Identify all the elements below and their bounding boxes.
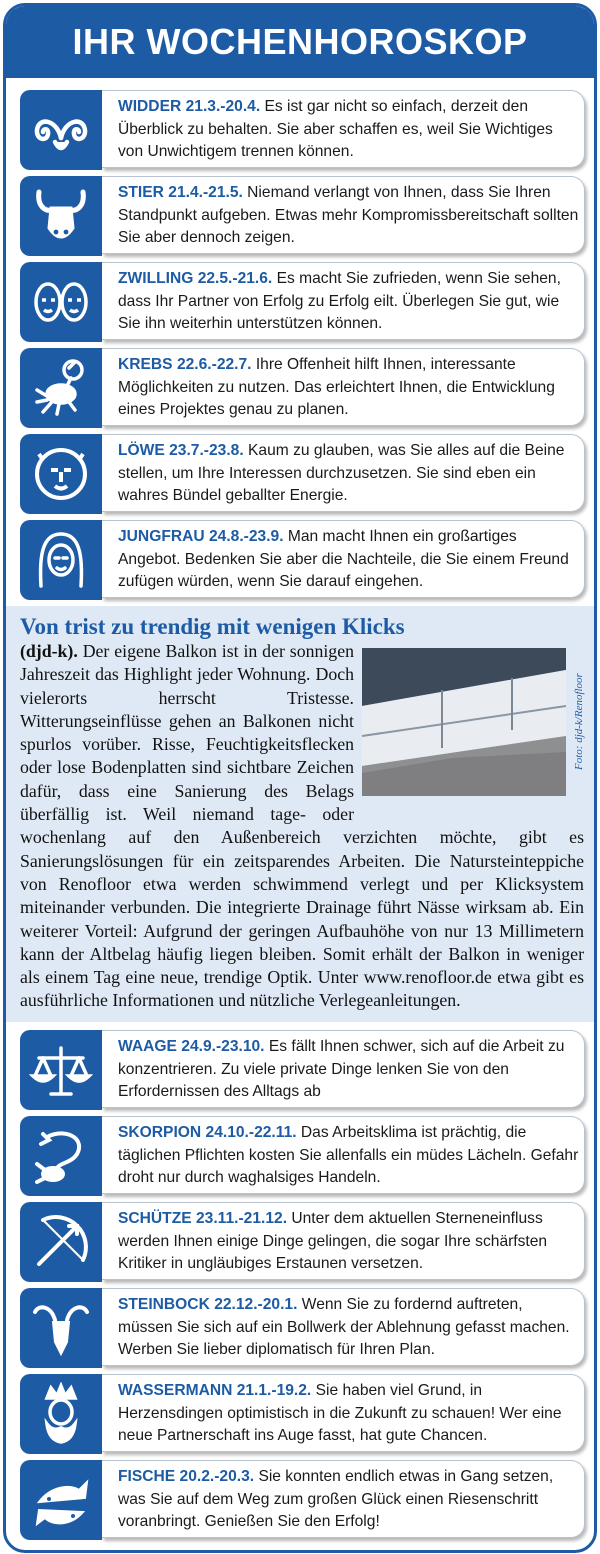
fish-icon xyxy=(20,1460,102,1540)
sign-forecast: Es ist gar nicht so einfach, derzeit den Überblick zu behalten. Sie aber schaffen es, weil Sie Wichtiges von Unwichtigem trennen können. xyxy=(118,98,553,160)
sign-name: JUNGFRAU xyxy=(118,528,205,545)
sign-row-jungfrau xyxy=(20,520,586,600)
sign-row-wassermann xyxy=(20,1374,586,1454)
sign-forecast: Das Arbeitsklima ist prächtig, die täglichen Pflichten kosten Sie allenfalls ein müdes Lächeln. Gefahr droht nur durch waghalsiges Handeln. xyxy=(118,1124,579,1186)
ibex-icon xyxy=(20,1288,102,1368)
article-text: Der eigene Balkon ist in der sonnigen Jahreszeit das Highlight jeder Wohnung. Doch vielerorts herrscht Tristesse. Witterungseinflüsse gehen an Balkonen nicht spurlos vorüber. Risse, Feuchtigkeitsflecken oder lose Bodenplatten sind sichtbare Zeichen dafür, dass eine Sanierung des Belags überfällig ist. Weil niemand tage- oder wochenlang auf den Außenbereich verzichten möchte, gibt es Sanierungslösungen für ein zeitsparendes Arbeiten. Die Natursteinteppiche von Renofloor etwa werden schwimmend verlegt und per Klicksystem miteinander verbunden. Die integrierte Drainage führt Nässe wirksam ab. Ein weiterer Vorteil: Aufgrund der geringen Aufbauhöhe von nur 13 Millimetern kann der Altbelag häufig liegen bleiben. Somit erhält der Balkon in weniger als einem Tag eine neue, trendige Optik. Unter www.renofloor.de etwa gibt es ausführliche Informationen und nützliche Verlegeanleitungen. xyxy=(20,641,584,1011)
sign-name: ZWILLING xyxy=(118,270,194,287)
sign-text xyxy=(118,96,580,164)
page-title: IHR WOCHENHOROSKOP xyxy=(72,21,528,62)
sign-name: KREBS xyxy=(118,356,173,373)
sign-forecast: Sie haben viel Grund, in Herzensdingen optimistisch in die Zukunft zu schauen! Wer eine neue Partnerschaft ins Auge fasst, hat gute Chancen. xyxy=(118,1382,562,1444)
sign-row-fische xyxy=(20,1460,586,1540)
sign-name: WASSERMANN xyxy=(118,1382,233,1399)
sign-forecast: Wenn Sie zu fordernd auftreten, müssen Sie sich auf ein Bollwerk der Ablehnung gefasst machen. Werben Sie lieber diplomatisch für Ihren Plan. xyxy=(118,1296,570,1358)
sign-row-waage xyxy=(20,1030,586,1110)
sign-dates: 21.4.-21.5. xyxy=(168,184,243,201)
balcony-article xyxy=(6,606,594,1022)
sign-name: WAAGE xyxy=(118,1038,177,1055)
sign-name: LÖWE xyxy=(118,442,165,459)
sign-text xyxy=(118,1122,580,1190)
sign-forecast: Niemand verlangt von Ihnen, dass Sie Ihren Standpunkt aufgeben. Etwas mehr Kompromissbereitschaft sollten Sie aber dennoch zeigen. xyxy=(118,184,579,246)
article-lead: (djd-k). xyxy=(20,641,78,661)
article-title: Von trist zu trendig mit wenigen Klicks xyxy=(20,614,405,639)
sign-name: SKORPION xyxy=(118,1124,202,1141)
sign-forecast: Kaum zu glauben, was Sie alles auf die Beine stellen, um Ihre Interessen durchzusetzen. Sie sind eben ein wahres Bündel geballter Energie. xyxy=(118,442,565,504)
sign-dates: 23.7.-23.8. xyxy=(169,442,244,459)
scales-icon xyxy=(20,1030,102,1110)
sign-row-widder xyxy=(20,90,586,170)
sign-text xyxy=(118,1036,580,1104)
photo-credit: Foto: djd-k/Renofloor xyxy=(573,673,585,771)
sign-dates: 24.8.-23.9. xyxy=(208,528,284,545)
sign-dates: 21.3.-20.4. xyxy=(185,98,261,115)
lion-icon xyxy=(20,434,102,514)
archer-bow-icon xyxy=(20,1202,102,1282)
sign-row-skorpion xyxy=(20,1116,586,1196)
sign-dates: 22.12.-20.1. xyxy=(214,1296,298,1313)
sign-dates: 22.5.-21.6. xyxy=(197,270,273,287)
sign-text xyxy=(118,1380,580,1448)
ram-icon xyxy=(20,90,102,170)
sign-forecast: Man macht Ihnen ein großartiges Angebot. Bedenken Sie aber die Nachteile, die Sie einem Freund zufügen würden, wenn Sie darauf eingehen. xyxy=(118,528,569,590)
sign-text xyxy=(118,354,580,422)
sign-dates: 24.9.-23.10. xyxy=(181,1038,265,1055)
sign-name: STIER xyxy=(118,184,164,201)
virgin-icon xyxy=(20,520,102,600)
sign-text xyxy=(118,440,580,508)
sign-row-zwilling xyxy=(20,262,586,342)
bull-icon xyxy=(20,176,102,256)
article-photo-frame xyxy=(362,648,584,800)
sign-dates: 24.10.-22.11. xyxy=(205,1124,297,1141)
water-bearer-icon xyxy=(20,1374,102,1454)
sign-text xyxy=(118,1466,580,1534)
sign-row-schuetze xyxy=(20,1202,586,1282)
sign-dates: 22.6.-22.7. xyxy=(176,356,252,373)
sign-dates: 23.11.-21.12. xyxy=(195,1210,288,1227)
sign-forecast: Unter dem aktuellen Sterneneinfluss werden Ihnen einige Dinge gelingen, die sogar Ihre schärfsten Kritiker in ungläubiges Erstaunen versetzen. xyxy=(118,1210,548,1272)
sign-name: STEINBOCK xyxy=(118,1296,210,1313)
sign-dates: 21.1.-19.2. xyxy=(236,1382,312,1399)
sign-row-steinbock xyxy=(20,1288,586,1368)
horoscope-frame xyxy=(3,3,597,1553)
sign-text xyxy=(118,182,580,250)
sign-row-krebs xyxy=(20,348,586,428)
header-bar xyxy=(6,6,594,78)
sign-name: FISCHE xyxy=(118,1468,176,1485)
article-body xyxy=(20,640,584,1013)
sign-text xyxy=(118,1294,580,1362)
sign-text xyxy=(118,1208,580,1276)
sign-row-loewe xyxy=(20,434,586,514)
sign-forecast: Es fällt Ihnen schwer, sich auf die Arbeit zu konzentrieren. Zu viele private Dinge lenken Sie von den Erfordernissen des Alltags ab xyxy=(118,1038,565,1100)
sign-forecast: Sie konnten endlich etwas in Gang setzen, was Sie auf dem Weg zum großen Glück einen Riesenschritt voranbringt. Genießen Sie den Erfolg! xyxy=(118,1468,554,1530)
sign-name: WIDDER xyxy=(118,98,182,115)
sign-row-stier xyxy=(20,176,586,256)
crab-icon xyxy=(20,348,102,428)
sign-forecast: Ihre Offenheit hilft Ihnen, interessante Möglichkeiten zu nutzen. Das erleichtert Ihnen, die Entwicklung eines Projektes genau zu planen. xyxy=(118,356,555,418)
balcony-photo xyxy=(362,648,566,796)
sign-dates: 20.2.-20.3. xyxy=(179,1468,255,1485)
sign-text xyxy=(118,268,580,336)
scorpion-icon xyxy=(20,1116,102,1196)
sign-text xyxy=(118,526,580,594)
sign-name: SCHÜTZE xyxy=(118,1210,192,1227)
twins-icon xyxy=(20,262,102,342)
sign-forecast: Es macht Sie zufrieden, wenn Sie sehen, dass Ihr Partner von Erfolg zu Erfolg eilt. Überlegen Sie gut, wie Sie ihn weiterhin unterstützen können. xyxy=(118,270,561,332)
